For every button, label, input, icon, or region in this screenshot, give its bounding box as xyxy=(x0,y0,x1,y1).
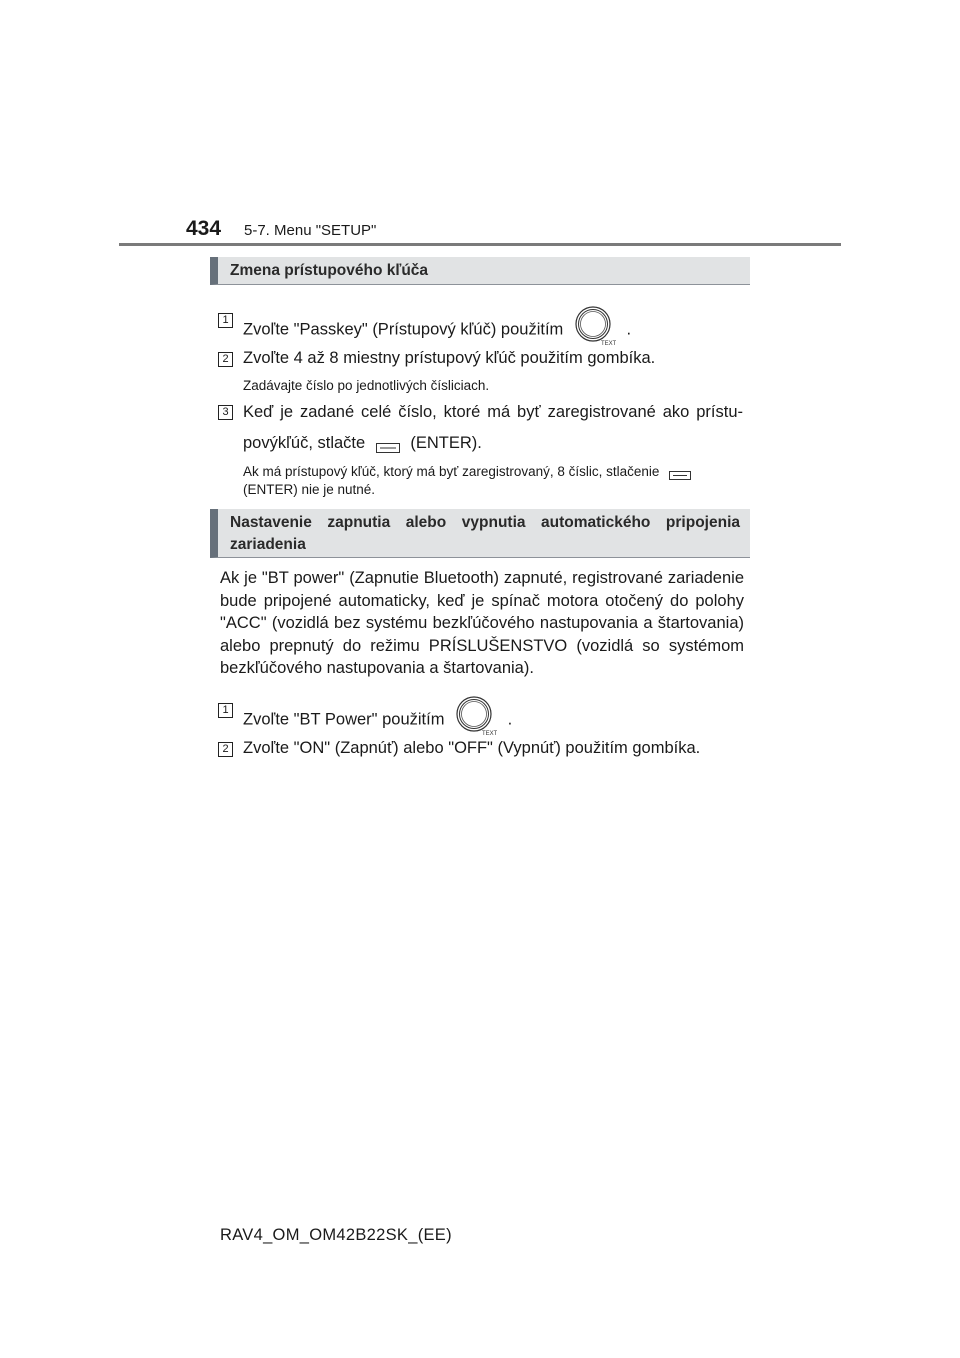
step-note-line1 xyxy=(243,464,748,479)
tune-dial-icon xyxy=(574,306,616,346)
step-text-after: (ENTER). xyxy=(410,434,482,452)
page-number: 434 xyxy=(186,217,222,240)
step-text-after: . xyxy=(507,710,513,729)
header-divider xyxy=(119,243,841,246)
step-text-line2 xyxy=(243,434,482,453)
svg-text:TEXT: TEXT xyxy=(482,731,498,736)
document-id: RAV4_OM_OM42B22SK_(EE) xyxy=(220,1226,452,1244)
step-text: Zvoľte "ON" (Zapnúť) alebo "OFF" (Vypnúť) použitím gombíka. xyxy=(243,739,701,757)
section-heading-passkey: Zmena prístupového kľúča xyxy=(210,257,750,285)
step-number: 3 xyxy=(218,405,233,420)
step-text-before: Zvoľte "BT Power" použitím xyxy=(243,710,445,729)
step-note-line2: (ENTER) nie je nutné. xyxy=(243,482,376,497)
note-text: Ak má prístupový kľúč, ktorý má byť zaregistrovaný, 8 číslic, stlačenie xyxy=(243,464,660,479)
chapter-title: 5-7. Menu "SETUP" xyxy=(244,222,377,239)
section-paragraph: Ak je "BT power" (Zapnutie Bluetooth) zapnuté, registrované zariadenie bude pripojené automaticky, keď je spínač motora otočený do polohy "ACC" (vozidlá bez systému bezkľúčového nastupovania a štartovania) alebo prepnutý do režimu PRÍSLUŠENSTVO (vozidlá so systémom bezkľúčového nastupovania a štartovania). xyxy=(220,569,744,677)
step-text-after: . xyxy=(626,320,632,339)
svg-text:TEXT: TEXT xyxy=(600,341,616,346)
section-heading-auto-connect: Nastavenie zapnutia alebo vypnutia automatického pripojenia zariadenia xyxy=(210,509,750,558)
enter-button-icon xyxy=(669,468,691,477)
step-text xyxy=(243,700,512,740)
step-number: 1 xyxy=(218,313,233,328)
tune-dial-icon xyxy=(455,696,497,736)
enter-button-icon xyxy=(376,439,400,449)
step-text-before: povýkľúč, stlačte xyxy=(243,434,366,452)
step-text-before: Zvoľte "Passkey" (Prístupový kľúč) použitím xyxy=(243,320,564,339)
step-text-line1: Keď je zadané celé číslo, ktoré má byť zaregistrované ako prístu- xyxy=(243,403,743,421)
step-number: 2 xyxy=(218,742,233,757)
step-text: Zvoľte 4 až 8 miestny prístupový kľúč použitím gombíka. xyxy=(243,349,656,367)
step-text xyxy=(243,310,631,350)
step-number: 2 xyxy=(218,352,233,367)
step-note: Zadávajte číslo po jednotlivých čísliciach. xyxy=(243,378,490,393)
step-number: 1 xyxy=(218,703,233,718)
